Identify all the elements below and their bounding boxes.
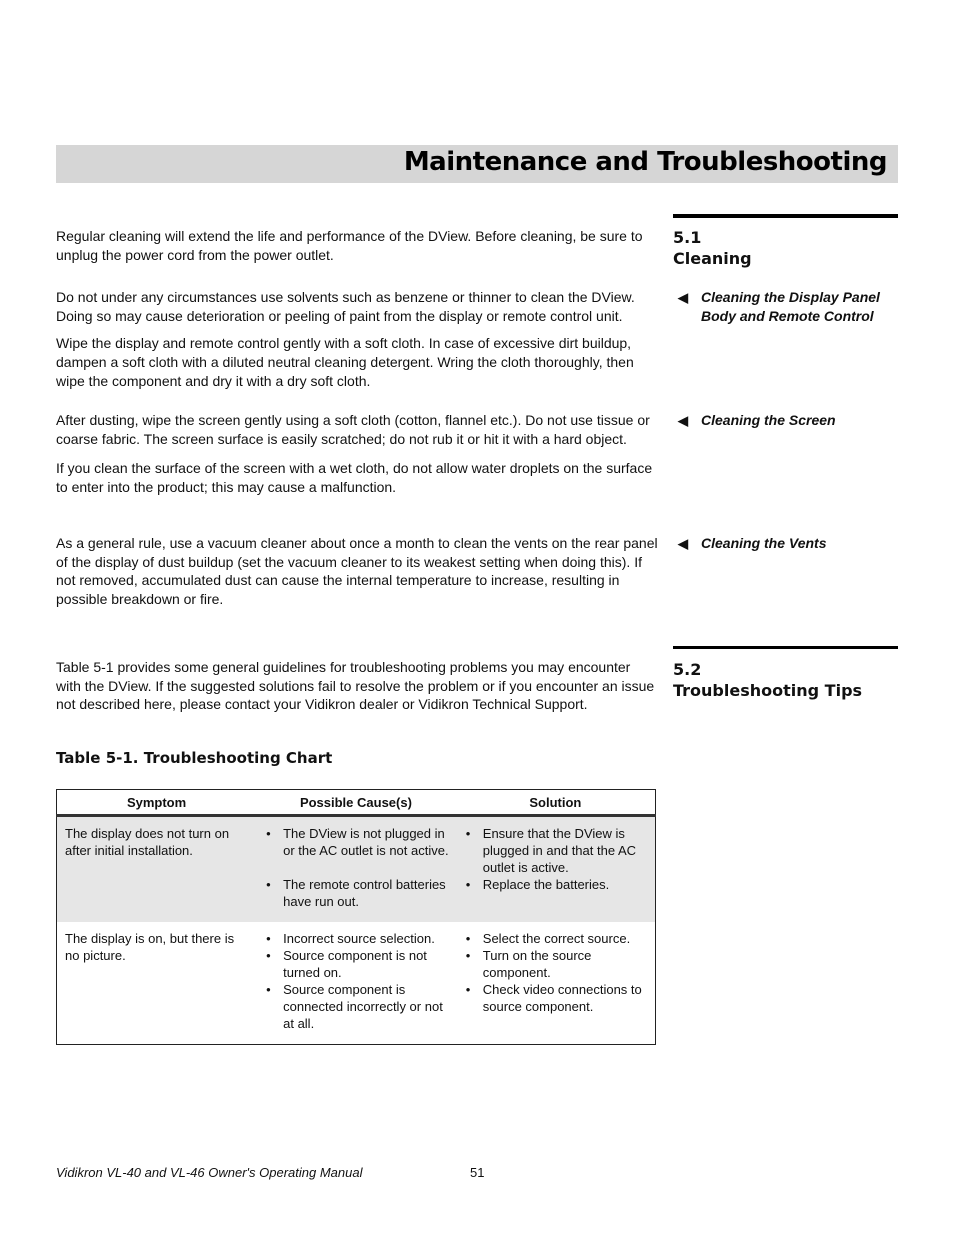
- section-5-1-heading: [673, 227, 752, 269]
- footer-manual-title: Vidikron VL-40 and VL-46 Owner's Operating Manual: [56, 1165, 363, 1180]
- header-causes: Possible Cause(s): [256, 790, 456, 816]
- section-5-2-rule: [673, 646, 898, 649]
- table-row: [57, 922, 656, 1045]
- page-number: 51: [470, 1165, 485, 1180]
- paragraph: Wipe the display and remote control gently with a soft cloth. In case of excessive dirt buildup, dampen a soft cloth with a diluted neutral cleaning detergent. Wring the cloth thoroughly, then wipe the component and dry it with a dry soft cloth.: [56, 335, 634, 389]
- list-item: • Source component is not turned on.: [264, 947, 450, 981]
- list-item: • Source component is connected incorrectly or not at all.: [264, 981, 450, 1032]
- section-5-2-heading: [673, 659, 862, 701]
- vents-body: [56, 534, 658, 609]
- left-pointing-triangle-icon: ◀: [678, 290, 688, 305]
- symptom-cell: The display does not turn on after initial installation.: [57, 816, 257, 923]
- list-item: • Replace the batteries.: [464, 876, 649, 893]
- screen-body: [56, 411, 658, 497]
- left-pointing-triangle-icon: ◀: [678, 413, 688, 428]
- section-5-2-number: 5.2: [673, 660, 702, 679]
- list-item: • Incorrect source selection.: [264, 930, 450, 947]
- list-item: • The DView is not plugged in or the AC outlet is not active.: [264, 825, 450, 859]
- solutions-cell: [456, 816, 656, 923]
- table-row: [57, 816, 656, 923]
- section-5-2-title: Troubleshooting Tips: [673, 681, 863, 700]
- paragraph: Do not under any circumstances use solvents such as benzene or thinner to clean the DView. Doing so may cause deterioration or peeling of paint from the display or remote control unit.: [56, 289, 635, 324]
- troubleshooting-intro: [56, 658, 658, 714]
- causes-cell: [256, 922, 456, 1045]
- section-5-1-number: 5.1: [673, 228, 702, 247]
- troubleshooting-intro-text: Table 5-1 provides some general guidelines for troubleshooting problems you may encounter with the DView. If the suggested solutions fail to resolve the problem or if you encounter an issue not described here, please contact your Vidikron dealer or Vidikron Technical Support.: [56, 659, 655, 713]
- list-item: • Check video connections to source component.: [464, 981, 649, 1015]
- table-caption: Table 5-1. Troubleshooting Chart: [56, 749, 333, 767]
- subhead-display-panel-text: Cleaning the Display Panel Body and Remote Control: [701, 289, 880, 324]
- solutions-cell: [456, 922, 656, 1045]
- list-item: • The remote control batteries have run out.: [264, 876, 450, 910]
- section-5-1-title: Cleaning: [673, 249, 752, 268]
- paragraph: If you clean the surface of the screen with a wet cloth, do not allow water droplets on the surface to enter into the product; this may cause a malfunction.: [56, 460, 653, 496]
- chapter-title: Maintenance and Troubleshooting: [403, 147, 887, 177]
- display-panel-body: [56, 288, 658, 391]
- paragraph: As a general rule, use a vacuum cleaner about once a month to clean the vents on the rear panel of the display of dust buildup (set the vacuum cleaner to its weakest setting when doing this). If not removed, accumulated dust can cause the internal temperature to increase, resulting in possible breakdown or fire.: [56, 535, 658, 608]
- chapter-title-bar: [56, 145, 898, 183]
- subhead-vents-text: Cleaning the Vents: [701, 535, 827, 551]
- list-item: • Turn on the source component.: [464, 947, 649, 981]
- subhead-display-panel: [678, 288, 898, 326]
- header-symptom: Symptom: [57, 790, 257, 816]
- table-header-row: [57, 790, 656, 816]
- cleaning-intro: [56, 227, 658, 264]
- header-solution: Solution: [456, 790, 656, 816]
- symptom-cell: The display is on, but there is no picture.: [65, 931, 235, 963]
- list-item: • Select the correct source.: [464, 930, 649, 947]
- subhead-vents: [678, 534, 898, 553]
- cleaning-intro-text: Regular cleaning will extend the life and performance of the DView. Before cleaning, be sure to unplug the power cord from the power outlet.: [56, 228, 643, 263]
- subhead-screen: [678, 411, 898, 430]
- section-5-1-rule: [673, 214, 898, 218]
- causes-cell: [256, 816, 456, 923]
- list-item: • Ensure that the DView is plugged in and that the AC outlet is active.: [464, 825, 649, 876]
- troubleshooting-table: [56, 789, 656, 1045]
- paragraph: After dusting, wipe the screen gently using a soft cloth (cotton, flannel etc.). Do not use tissue or coarse fabric. The screen surface is easily scratched; do not rub it or hit it with a hard object.: [56, 412, 650, 447]
- left-pointing-triangle-icon: ◀: [678, 536, 688, 551]
- subhead-screen-text: Cleaning the Screen: [701, 412, 836, 428]
